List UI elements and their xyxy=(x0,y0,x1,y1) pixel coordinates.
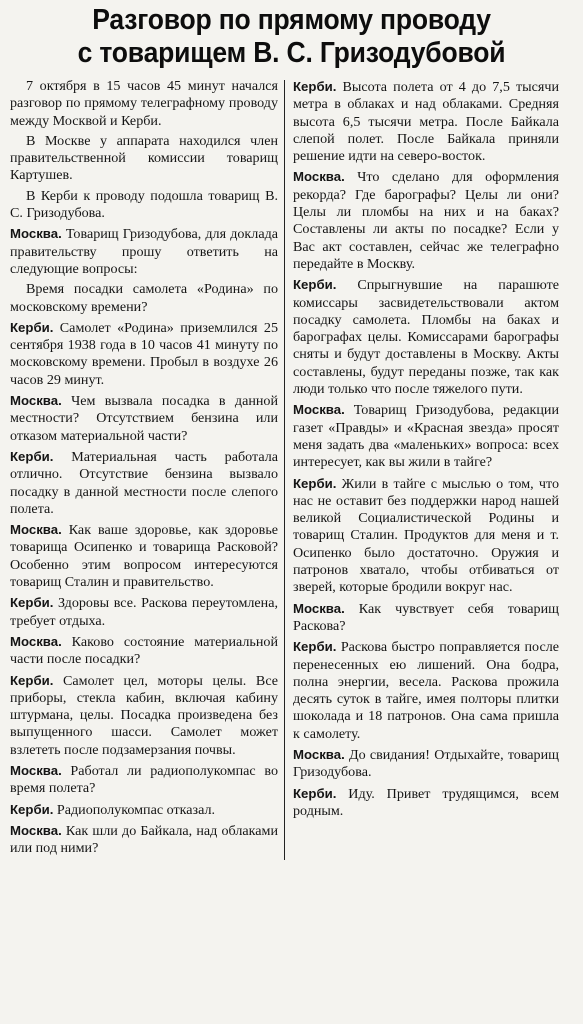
dialogue-entry xyxy=(293,78,559,165)
dialogue-entry xyxy=(10,822,278,858)
speaker-label: Керби. xyxy=(10,448,54,464)
dialogue-text: Чем вызвала посадка в данной местности? Отсутствием бензина или отказом материальной части? xyxy=(10,393,278,444)
dialogue-entry xyxy=(293,475,559,597)
intro-paragraph: В Керби к проводу подошла товарищ В. С. Гризодубова. xyxy=(10,187,278,222)
dialogue-text: Самолет «Родина» приземлился 25 сентября 1938 года в 10 часов 41 минуту по московскому времени. Пробыл в воздухе 26 часов 29 минут. xyxy=(10,319,278,388)
speaker-label: Москва. xyxy=(10,633,62,649)
dialogue-text: Раскова быстро поправляется после перенесенных ею лишений. Она бодра, полна энергии, весела. Раскова прожила десять суток в тайге, имея полторы плитки шоколада и 18 патронов. Она сама пришла к самолету. xyxy=(293,639,559,742)
dialogue-entry xyxy=(10,633,278,669)
speaker-label: Керби. xyxy=(10,319,54,335)
speaker-label: Москва. xyxy=(293,402,345,418)
dialogue-entry xyxy=(10,392,278,445)
dialogue-entry xyxy=(10,594,278,630)
speaker-label: Москва. xyxy=(10,762,62,778)
dialogue-text: Товарищ Гризодубова, для доклада правительству прошу ответить на следующие вопросы: xyxy=(10,226,278,277)
dialogue-text: Высота полета от 4 до 7,5 тысячи метра в облаках и над облаками. Средняя высота 6,5 тысячи метра. После Байкала слепой полет. После Байкала приняли решение идти на северо-восток. xyxy=(293,79,559,165)
dialogue-entry xyxy=(10,762,278,798)
speaker-label: Москва. xyxy=(10,522,62,538)
speaker-label: Москва. xyxy=(10,226,62,242)
intro-paragraph: 7 октября в 15 часов 45 минут начался разговор по прямому телеграфному проводу между Москвой и Керби. xyxy=(10,78,278,129)
dialogue-text: Самолет цел, моторы целы. Все приборы, стекла кабин, включая кабину штурмана, целы. Посадка произведена без выпущенного шасси. Самолет может взлететь после подзамерзания почвы. xyxy=(10,672,278,758)
dialogue-text: Время посадки самолета «Родина» по московскому времени? xyxy=(10,281,278,315)
dialogue-entry xyxy=(293,638,559,743)
dialogue-entry xyxy=(293,600,559,636)
dialogue-text: Что сделано для оформления рекорда? Где барографы? Целы ли они? Целы ли пломбы на них и на баках? Составлены ли акты по посадке? Если у Вас акт составлен, сейчас же телеграфно передайте в Москву. xyxy=(293,169,559,272)
dialogue-text: Спрыгнувшие на парашюте комиссары засвидетельствовали актом посадку самолета. Пломбы на баках и барографах целы. Комиссарами барографы сняты и будут доставлены в Москву. Акты составлены, будут переданы позже, так как люди только что после тяжелого пути. xyxy=(293,277,559,398)
speaker-label: Керби. xyxy=(293,785,337,801)
dialogue-right xyxy=(293,78,559,820)
dialogue-left xyxy=(10,225,278,857)
dialogue-text: Радиополукомпас отказал. xyxy=(53,801,216,818)
dialogue-entry xyxy=(293,401,559,471)
dialogue-text: Как ваше здоровье, как здоровье товарища Осипенко и товарища Расковой? Особенно этим вопросом интересуются товарищ Сталин и правительство. xyxy=(10,522,278,591)
dialogue-text: Иду. Привет трудящимся, всем родным. xyxy=(293,785,559,819)
speaker-label: Керби. xyxy=(293,639,337,655)
speaker-label: Керби. xyxy=(10,672,54,688)
speaker-label: Керби. xyxy=(293,475,337,491)
headline xyxy=(30,4,554,70)
speaker-label: Москва. xyxy=(10,822,62,838)
column-right xyxy=(285,78,559,860)
column-left xyxy=(10,78,284,860)
dialogue-entry xyxy=(10,448,278,518)
speaker-label: Москва. xyxy=(293,600,345,616)
dialogue-text: Здоровы все. Раскова переутомлена, требует отдыха. xyxy=(10,595,278,629)
dialogue-text: Каково состояние материальной части после посадки? xyxy=(10,633,278,668)
speaker-label: Керби. xyxy=(293,277,337,293)
intro-paragraph: В Москве у аппарата находился член правительственной комиссии товарищ Картушев. xyxy=(10,132,278,184)
dialogue-text: Как чувствует себя товарищ Раскова? xyxy=(293,600,559,634)
dialogue-entry xyxy=(293,276,559,398)
speaker-label: Москва. xyxy=(293,746,345,762)
dialogue-entry xyxy=(10,281,278,316)
headline-line-2: с товарищем В. С. Гризодубовой xyxy=(77,37,506,69)
dialogue-text: Материальная часть работала отлично. Отсутствие бензина вызвало посадку в данной местности после слепого полета. xyxy=(10,448,278,517)
dialogue-entry xyxy=(10,801,278,819)
dialogue-entry xyxy=(10,521,278,591)
headline-line-1: Разговор по прямому проводу xyxy=(92,4,491,36)
dialogue-text: До свидания! Отдыхайте, товарищ Гризодубова. xyxy=(293,746,559,781)
article-columns xyxy=(10,78,573,860)
speaker-label: Керби. xyxy=(10,595,54,611)
speaker-label: Керби. xyxy=(10,801,54,817)
dialogue-text: Работал ли радиополукомпас во время полета? xyxy=(10,762,278,797)
dialogue-text: Как шли до Байкала, над облаками или под ними? xyxy=(10,822,278,857)
dialogue-entry xyxy=(10,319,278,389)
dialogue-entry xyxy=(293,168,559,273)
dialogue-entry xyxy=(10,225,278,278)
dialogue-entry xyxy=(293,785,559,821)
dialogue-text: Товарищ Гризодубова, редакции газет «Правды» и «Красная звезда» просят меня задать два «маленьких» вопроса: всех интересует, как вы жили в тайге? xyxy=(293,402,559,471)
speaker-label: Москва. xyxy=(293,169,345,185)
speaker-label: Керби. xyxy=(293,79,337,94)
dialogue-entry xyxy=(293,746,559,782)
dialogue-entry xyxy=(10,672,278,759)
dialogue-text: Жили в тайге с мыслью о том, что нас не оставит без поддержки народ нашей великой Социалистической Родины и товарищ Сталин. Продуктов для меня и т. Осипенко было достаточно. Оружия и патронов хватало, чтобы отбиваться от зверей, которые бродили вокруг нас. xyxy=(293,475,559,596)
speaker-label: Москва. xyxy=(10,393,62,409)
